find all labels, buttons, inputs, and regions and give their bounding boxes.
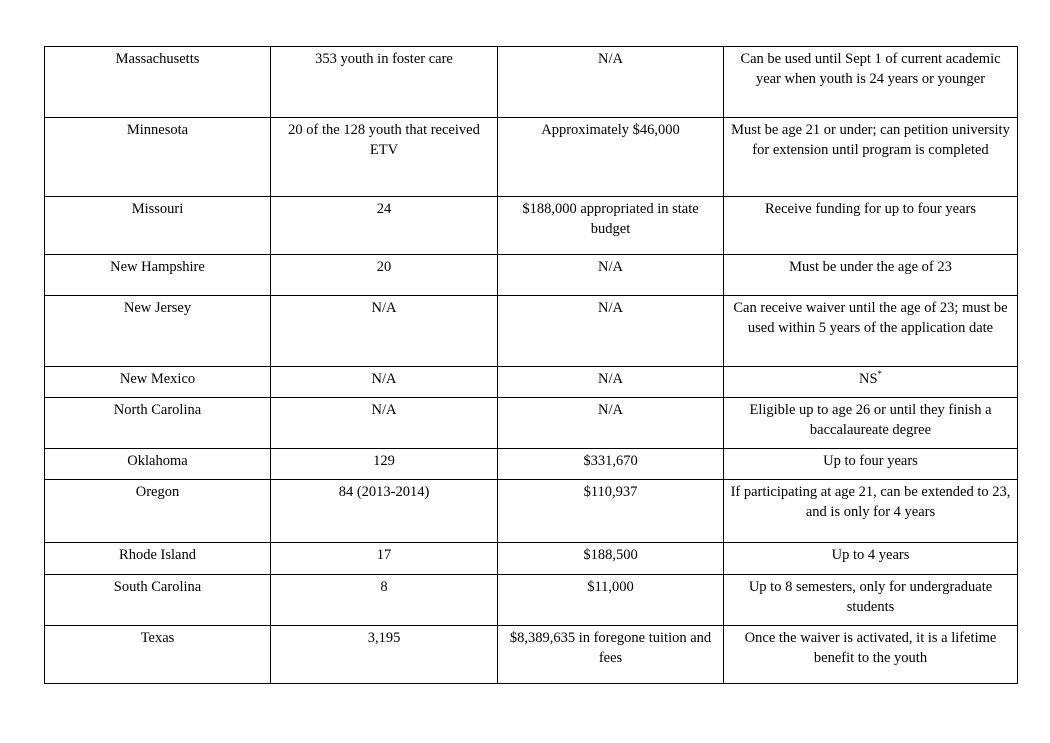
funding-cell: N/A	[498, 398, 724, 449]
table-row	[45, 543, 1018, 575]
limits-text: Can be used until Sept 1 of current academic year when youth is 24 years or younger	[740, 51, 1001, 87]
state-cell: Massachusetts	[45, 47, 271, 118]
funding-cell: Approximately $46,000	[498, 118, 724, 197]
state-cell: Texas	[45, 626, 271, 684]
limits-text: Up to 4 years	[831, 547, 910, 563]
recipients-cell: 8	[271, 575, 498, 626]
funding-cell: N/A	[498, 367, 724, 398]
funding-cell: $188,500	[498, 543, 724, 575]
recipients-cell: N/A	[271, 398, 498, 449]
recipients-cell: N/A	[271, 367, 498, 398]
table-row	[45, 367, 1018, 398]
recipients-cell: 3,195	[271, 626, 498, 684]
table-row	[45, 626, 1018, 684]
limits-cell	[724, 118, 1018, 197]
limits-cell	[724, 367, 1018, 398]
table-row	[45, 47, 1018, 118]
limits-cell	[724, 296, 1018, 367]
table-row	[45, 398, 1018, 449]
table-row	[45, 255, 1018, 296]
state-cell: New Mexico	[45, 367, 271, 398]
state-cell: Minnesota	[45, 118, 271, 197]
funding-cell: N/A	[498, 296, 724, 367]
funding-cell: $110,937	[498, 480, 724, 543]
limits-cell	[724, 398, 1018, 449]
state-cell: South Carolina	[45, 575, 271, 626]
funding-cell: N/A	[498, 255, 724, 296]
recipients-cell: 129	[271, 449, 498, 480]
limits-text: Once the waiver is activated, it is a lifetime benefit to the youth	[744, 630, 997, 666]
limits-text: Must be under the age of 23	[789, 259, 952, 275]
recipients-cell: 24	[271, 197, 498, 255]
funding-cell: N/A	[498, 47, 724, 118]
limits-text: Receive funding for up to four years	[765, 201, 976, 217]
state-cell: North Carolina	[45, 398, 271, 449]
limits-cell	[724, 480, 1018, 543]
funding-cell: $331,670	[498, 449, 724, 480]
table-row	[45, 296, 1018, 367]
recipients-cell: 84 (2013-2014)	[271, 480, 498, 543]
limits-cell	[724, 449, 1018, 480]
recipients-cell: 20	[271, 255, 498, 296]
limits-text: If participating at age 21, can be extended to 23, and is only for 4 years	[730, 484, 1011, 520]
table-row	[45, 118, 1018, 197]
state-cell: Missouri	[45, 197, 271, 255]
limits-text: Must be age 21 or under; can petition university for extension until program is completed	[731, 122, 1010, 158]
recipients-cell: 17	[271, 543, 498, 575]
limits-cell	[724, 626, 1018, 684]
state-waiver-table	[44, 46, 1018, 684]
limits-text: Can receive waiver until the age of 23; must be used within 5 years of the application date	[733, 300, 1008, 336]
state-cell: New Jersey	[45, 296, 271, 367]
state-cell: Oklahoma	[45, 449, 271, 480]
table-row	[45, 197, 1018, 255]
funding-cell: $8,389,635 in foregone tuition and fees	[498, 626, 724, 684]
funding-cell: $188,000 appropriated in state budget	[498, 197, 724, 255]
table-row	[45, 449, 1018, 480]
recipients-cell: N/A	[271, 296, 498, 367]
footnote-marker: *	[877, 369, 883, 380]
limits-cell	[724, 255, 1018, 296]
state-cell: Oregon	[45, 480, 271, 543]
limits-cell	[724, 575, 1018, 626]
limits-text: NS	[858, 371, 878, 387]
limits-cell	[724, 543, 1018, 575]
recipients-cell: 20 of the 128 youth that received ETV	[271, 118, 498, 197]
table-row	[45, 575, 1018, 626]
limits-text: Up to 8 semesters, only for undergraduate students	[748, 579, 993, 615]
limits-cell	[724, 197, 1018, 255]
limits-text: Up to four years	[823, 453, 918, 469]
recipients-cell: 353 youth in foster care	[271, 47, 498, 118]
limits-text: Eligible up to age 26 or until they finish a baccalaureate degree	[749, 402, 992, 438]
state-cell: Rhode Island	[45, 543, 271, 575]
state-cell: New Hampshire	[45, 255, 271, 296]
table-row	[45, 480, 1018, 543]
funding-cell: $11,000	[498, 575, 724, 626]
limits-cell	[724, 47, 1018, 118]
